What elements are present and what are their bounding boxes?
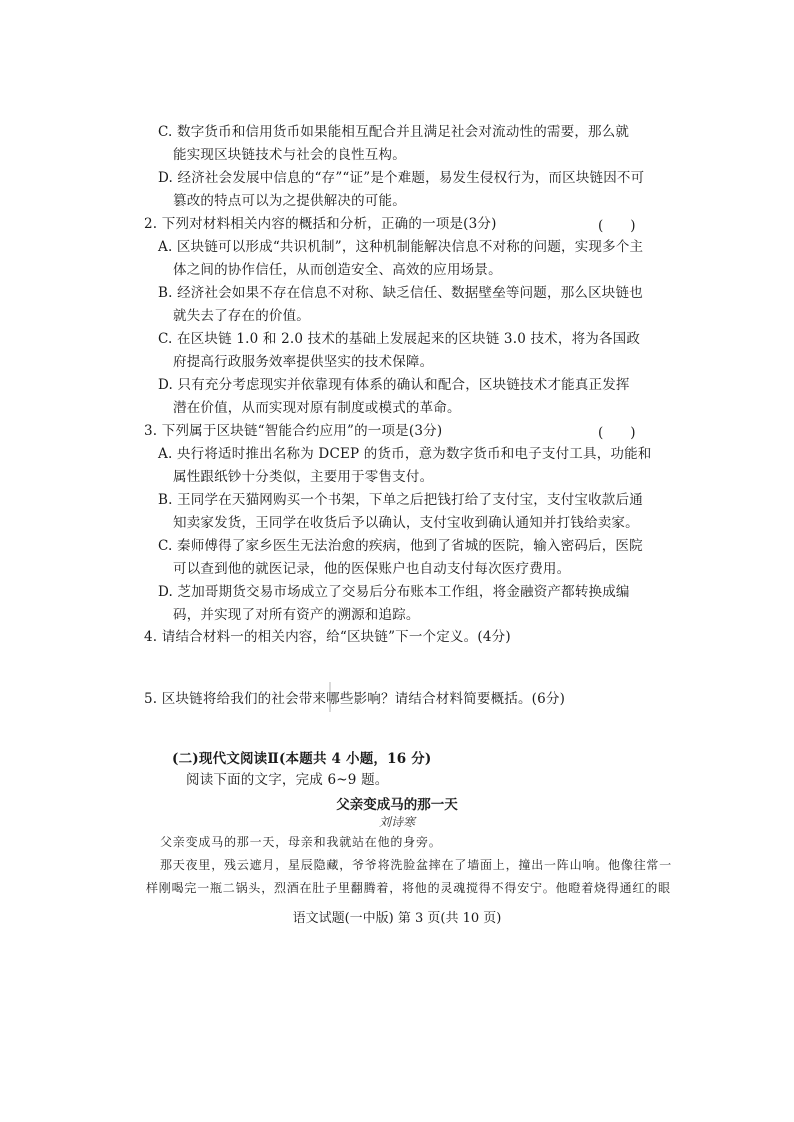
answer-parentheses-q3: ( ) (598, 425, 636, 441)
q2-option-b-line2: 就失去了存在的价值。 (173, 308, 310, 324)
story-author: 刘诗寒 (378, 815, 415, 829)
q3-option-b-line1: B. 王同学在天猫网购买一个书架，下单之后把钱打给了支付宝，支付宝收款后通 (158, 492, 643, 508)
q3-option-b-line2: 知卖家发货，王同学在收货后予以确认，支付宝收到确认通知并打钱给卖家。 (173, 515, 639, 531)
q1-option-c-line2: 能实现区块链技术与社会的良性互构。 (173, 147, 406, 163)
q3-option-a-line2: 属性跟纸钞十分类似，主要用于零售支付。 (173, 469, 434, 485)
q2-option-a-line1: A. 区块链可以形成“共识机制”，这种机制能解决信息不对称的问题，实现多个主 (158, 239, 644, 255)
story-title: 父亲变成马的那一天 (336, 797, 458, 813)
answer-parentheses-q2: ( ) (598, 218, 636, 234)
q3-option-d-line2: 码，并实现了对所有资产的溯源和追踪。 (173, 607, 420, 623)
page-footer: 语文试题(一中版) 第 3 页(共 10 页) (292, 911, 502, 926)
q1-option-d-line2: 篡改的特点可以为之提供解决的可能。 (173, 193, 406, 209)
q1-option-c-line1: C. 数字货币和信用货币如果能相互配合并且满足社会对流动性的需要，那么就 (158, 124, 630, 140)
story-paragraph-2-line2: 样刚喝完一瓶二锅头，烈酒在肚子里翻腾着，将他的灵魂搅得不得安宁。他瞪着烧得通红的眼 (146, 881, 671, 895)
question-4: 4. 请结合材料一的相关内容，给“区块链”下一个定义。(4分) (144, 629, 511, 645)
q2-option-d-line2: 潜在价值，从而实现对原有制度或模式的革命。 (173, 400, 461, 416)
q2-option-b-line1: B. 经济社会如果不存在信息不对称、缺乏信任、数据壁垒等问题，那么区块链也 (158, 285, 643, 301)
q3-option-d-line1: D. 芝加哥期货交易市场成立了交易后分布账本工作组，将金融资产都转换成编 (158, 584, 630, 600)
q2-option-c-line2: 府提高行政服务效率提供坚实的技术保障。 (173, 354, 434, 370)
q3-option-a-line1: A. 央行将适时推出名称为 DCEP 的货币，意为数字货币和电子支付工具，功能和 (158, 446, 652, 462)
q1-option-d-line1: D. 经济社会发展中信息的“存”“证”是个难题，易发生侵权行为，而区块链因不可 (158, 170, 645, 186)
q2-option-c-line1: C. 在区块链 1.0 和 2.0 技术的基础上发展起来的区块链 3.0 技术，将为各国政 (158, 331, 641, 347)
scan-artifact (329, 682, 331, 712)
section-heading-modern-reading-2: (二)现代文阅读Ⅱ(本题共 4 小题，16 分) (172, 751, 432, 767)
question-5: 5. 区块链将给我们的社会带来哪些影响？请结合材料简要概括。(6分) (144, 691, 566, 707)
q3-option-c-line2: 可以查到他的就医记录，他的医保账户也自动支付每次医疗费用。 (173, 561, 571, 577)
story-paragraph-1: 父亲变成马的那一天，母亲和我就站在他的身旁。 (160, 835, 442, 849)
q2-option-d-line1: D. 只有充分考虑现实并依靠现有体系的确认和配合，区块链技术才能真正发挥 (158, 377, 630, 393)
question-3: 3. 下列属于区块链“智能合约应用”的一项是(3分) (144, 423, 443, 439)
question-2: 2. 下列对材料相关内容的概括和分析，正确的一项是(3分) (144, 216, 497, 232)
story-paragraph-2-line1: 那天夜里，残云遮月，星辰隐藏，爷爷将洗脸盆摔在了墙面上，撞出一阵山响。他像往常一 (160, 858, 673, 872)
q2-option-a-line2: 体之间的协作信任，从而创造安全、高效的应用场景。 (173, 262, 502, 278)
q3-option-c-line1: C. 秦师傅得了家乡医生无法治愈的疾病，他到了省城的医院，输入密码后，医院 (158, 538, 643, 554)
reading-instruction: 阅读下面的文字，完成 6~9 题。 (186, 772, 389, 788)
